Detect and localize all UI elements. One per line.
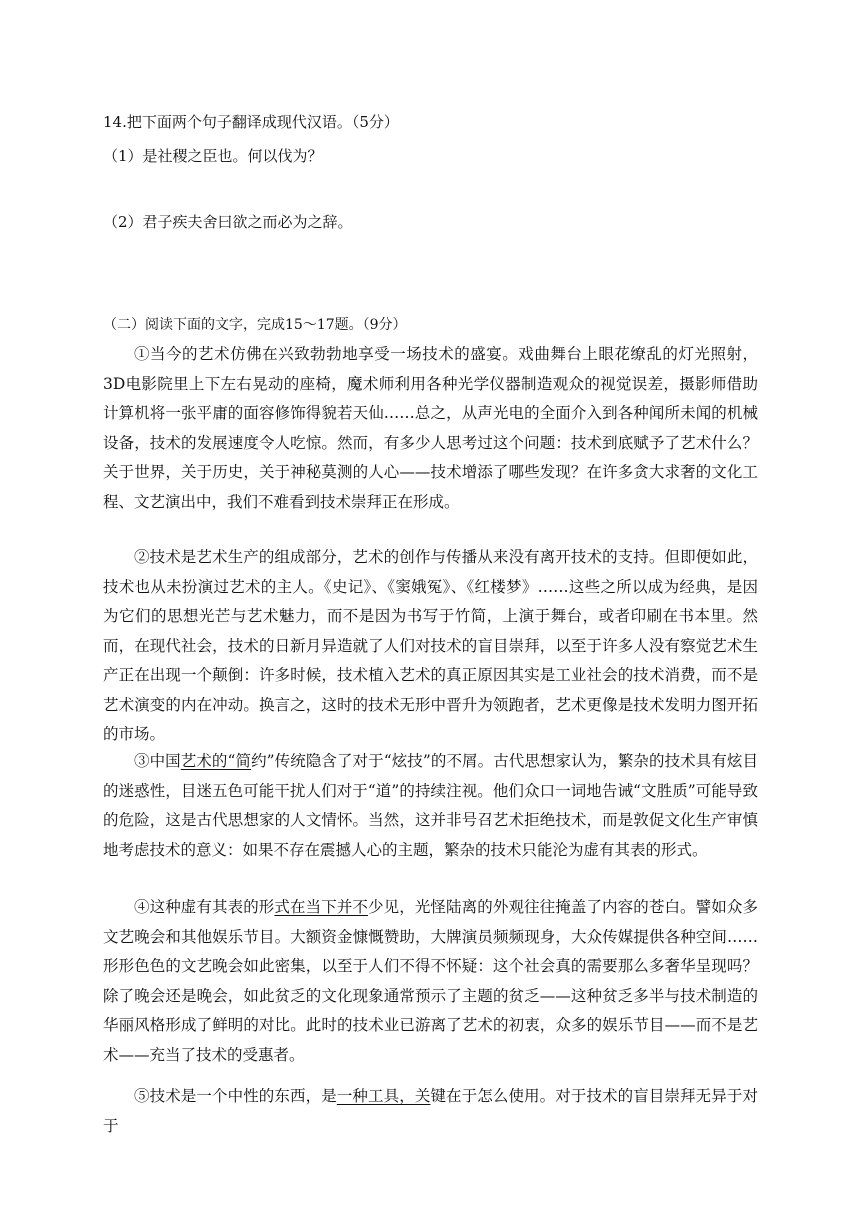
paragraph-4-underlined: 式在当下并不: [274, 898, 369, 916]
paragraph-1: ①当今的艺术仿佛在兴致勃勃地享受一场技术的盛宴。戏曲舞台上眼花缭乱的灯光照射，3D电影院里上下左右晃动的座椅，魔术师利用各种光学仪器制造观众的视觉误差，摄影师借助计算机将一张平庸的面容修饰得貌若天仙……总之，从声光电的全面介入到各种闻所未闻的机械设备，技术的发展速度令人吃惊。然而，有多少人思考过这个问题：技术到底赋予了艺术什么？关于世界，关于历史，关于神秘莫测的人心——技术增添了哪些发现？在许多贪大求奢的文化工程、文艺演出中，我们不难看到技术崇拜正在形成。: [103, 345, 758, 511]
paragraph-5-start: ⑤技术是一个中性的东西，是: [134, 1087, 337, 1105]
question-14-item-2: （2）君子疾夫舍曰欲之而必为之辞。: [103, 213, 353, 231]
question-14-title: 14.把下面两个句子翻译成现代汉语。（5分）: [103, 113, 399, 131]
paragraph-3-underlined: 艺术的“简: [180, 752, 252, 770]
paragraph-5-underlined: 一种工具，关: [336, 1087, 431, 1105]
paragraph-4-start: ④这种虚有其表的形: [134, 898, 275, 916]
paragraph-3-rest: 约”传统隐含了对于“炫技”的不屑。古代思想家认为，繁杂的技术具有炫目的迷惑性，目迷五色可能干扰人们对于“道”的持续注视。他们众口一词地告诫“文胜质”可能导致的危险，这是古代思想家的人文情怀。当然，这并非号召艺术拒绝技术，而是敦促文化生产审慎地考虑技术的意义：如果不存在震撼人心的主题，繁杂的技术只能沦为虚有其表的形式。: [103, 752, 758, 859]
paragraph-5: [103, 1082, 758, 1141]
paragraph-3: [103, 747, 758, 865]
paragraph-5-rest: 键在于怎么使用。对于技术的盲目崇拜无异于对于: [103, 1087, 758, 1135]
paragraph-4-rest: 少见，光怪陆离的外观往往掩盖了内容的苍白。譬如众多文艺晚会和其他娱乐节目。大额资金慷慨赞助，大牌演员频频现身，大众传媒提供各种空间……形形色色的文艺晚会如此密集，以至于人们不得不怀疑：这个社会真的需要那么多奢华呈现吗？除了晚会还是晚会，如此贫乏的文化现象通常预示了主题的贫乏——这种贫乏多半与技术制造的华丽风格形成了鲜明的对比。此时的技术业已游离了艺术的初衷，众多的娱乐节目——而不是艺术——充当了技术的受惠者。: [103, 898, 758, 1064]
section-2-heading: （二）阅读下面的文字，完成15～17题。（9分）: [103, 317, 407, 333]
paragraph-2: ②技术是艺术生产的组成部分，艺术的创作与传播从来没有离开技术的支持。但即便如此，技术也从未扮演过艺术的主人。《史记》、《窦娥冤》、《红楼梦》……这些之所以成为经典，是因为它们的思想光芒与艺术魅力，而不是因为书写于竹简，上演于舞台，或者印刷在书本里。然而，在现代社会，技术的日新月异造就了人们对技术的盲目崇拜，以至于许多人没有察觉艺术生产正在出现一个颠倒：许多时候，技术植入艺术的真正原因其实是工业社会的技术消费，而不是艺术演变的内在冲动。换言之，这时的技术无形中晋升为领跑者，艺术更像是技术发明力图开拓的市场。: [103, 548, 758, 743]
question-14-item-1: （1）是社稷之臣也。何以伐为？: [103, 147, 323, 165]
paragraph-4: [103, 893, 758, 1070]
paragraph-3-start: ③中国: [134, 752, 181, 770]
